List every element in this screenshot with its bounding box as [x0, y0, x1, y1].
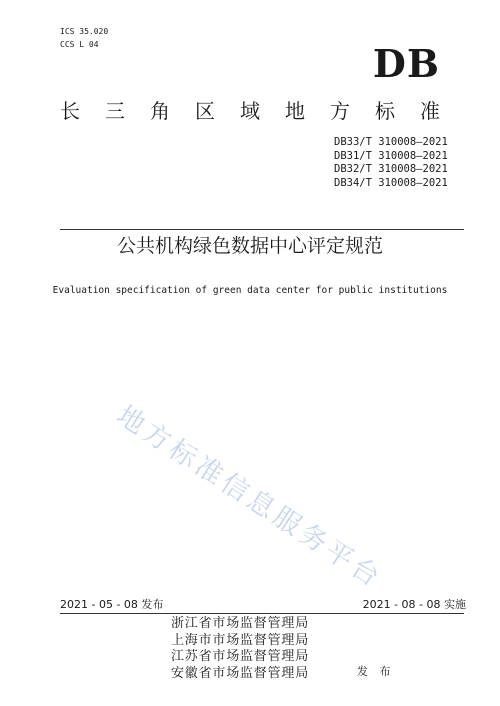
standard-type-char: 准: [420, 99, 440, 123]
standard-number: DB33/T 310008—2021: [334, 136, 448, 148]
standard-type-char: 长: [60, 99, 80, 123]
top-divider: [60, 229, 464, 230]
standard-number: DB32/T 310008—2021: [334, 163, 448, 175]
ccs-code: CCS L 04: [60, 40, 99, 49]
implement-date: 2021 - 08 - 08 实施: [362, 598, 466, 611]
issuer: 江苏省市场监督管理局: [171, 649, 310, 664]
standard-type-char: 标: [375, 99, 395, 123]
issuer: 浙江省市场监督管理局: [171, 616, 310, 631]
standard-type-heading: [60, 98, 440, 124]
standard-type-char: 三: [105, 99, 125, 123]
watermark: 地方标准信息服务平台: [111, 400, 388, 595]
standard-type-char: 区: [195, 99, 215, 123]
issuer: 上海市市场监督管理局: [171, 632, 310, 648]
standard-number-list: [334, 136, 448, 190]
publish-date: 2021 - 05 - 08 发布: [60, 598, 164, 611]
standard-number: DB34/T 310008—2021: [334, 176, 448, 189]
standard-number: DB31/T 310008—2021: [334, 149, 448, 162]
issuer-list: [171, 616, 309, 682]
issue-label: 发 布: [357, 665, 395, 678]
standard-type-char: 地: [285, 99, 305, 123]
standard-type-char: 角: [150, 99, 170, 123]
standard-type-char: 域: [240, 99, 260, 123]
issuer: 安徽省市场监督管理局: [171, 665, 310, 681]
standard-type-char: 方: [330, 99, 350, 123]
document-title-en: Evaluation specification of green data center for public institutions: [52, 285, 448, 296]
bottom-divider: [60, 613, 464, 614]
ics-code: ICS 35.020: [60, 27, 109, 36]
document-title-zh: 公共机构绿色数据中心评定规范: [116, 235, 383, 257]
db-logo: DB: [372, 41, 440, 86]
